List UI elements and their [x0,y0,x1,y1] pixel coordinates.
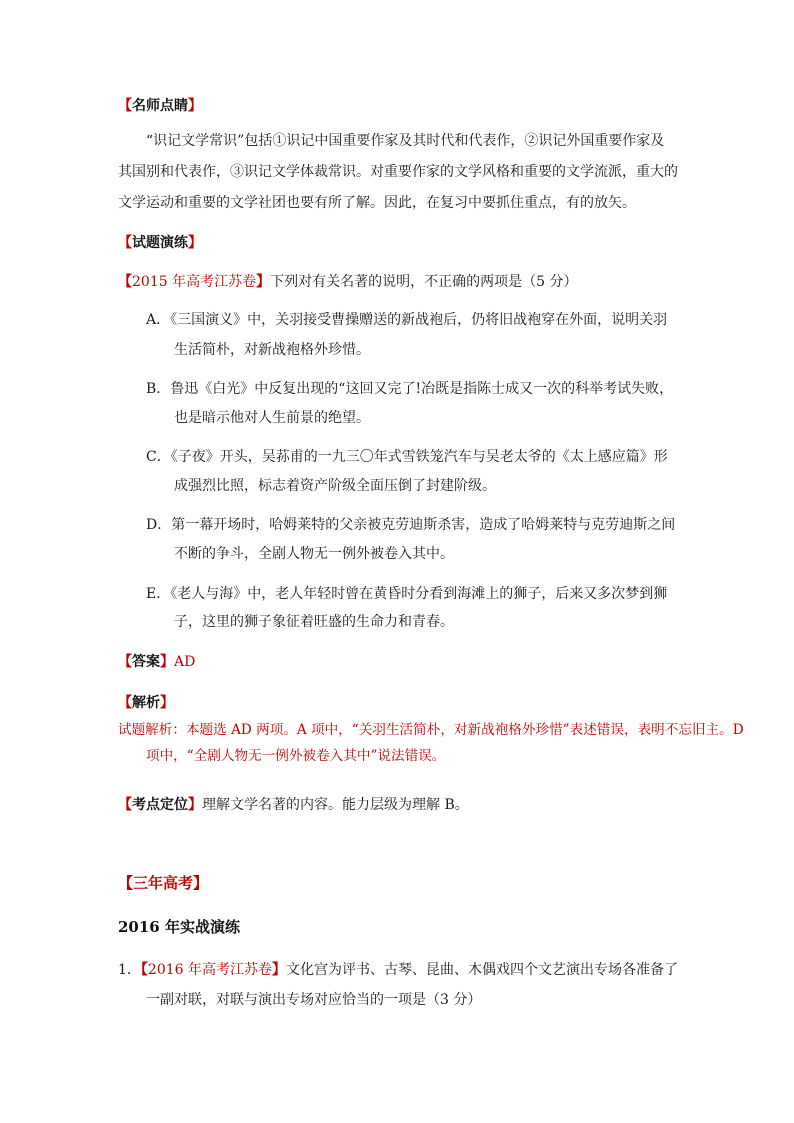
analysis-line-2: 项中，“全剧人物无一例外被卷入其中”说法错误。 [146,748,446,764]
answer-line: 【答案】AD [118,654,196,670]
locate-value: 理解文学名著的内容。能力层级为理解 B。 [202,797,469,813]
practice-source: 2015 年高考江苏卷 [132,274,257,290]
option-c-line-1: C．《子夜》开头，吴荪甫的一九三〇年式雪铁笼汽车与吴老太爷的《太上感应篇》形 [146,449,668,465]
tips-line-2: 其国别和代表作，③识记文学体裁常识。对重要作家的文学风格和重要的文学流派，重大的 [118,164,678,180]
analysis-heading: 【解析】 [118,695,174,711]
tips-line-3: 文学运动和重要的文学社团也要有所了解。因此，在复习中要抓住重点，有的放矢。 [118,195,636,211]
practice-label: 试题演练 [132,235,188,251]
option-b-line-1: B．鲁迅《白光》中反复出现的“这回又完了!冶既是指陈士成又一次的科举考试失败， [146,381,674,397]
q1-line-2: 一副对联，对联与演出专场对应恰当的一项是（3 分） [146,992,482,1008]
practice-question-text: 下列对有关名著的说明，不正确的两项是（5 分） [270,274,578,290]
option-c-line-2: 成强烈比照，标志着资产阶级全面压倒了封建阶级。 [174,478,496,494]
option-d-line-2: 不断的争斗，全剧人物无一例外被卷入其中。 [174,546,454,562]
option-e-line-2: 子，这里的狮子象征着旺盛的生命力和青春。 [174,614,454,630]
q1-text-1: 文化宫为评书、古琴、昆曲、木偶戏四个文艺演出专场各准备了 [286,962,679,978]
option-b-line-2: 也是暗示他对人生前景的绝望。 [174,410,370,426]
answer-label: 答案 [132,654,160,670]
practice-question: 【2015 年高考江苏卷】下列对有关名著的说明，不正确的两项是（5 分） [118,274,578,290]
practice-heading: 【试题演练】 [118,235,202,251]
tips-heading: 【名师点睛】 [118,98,202,114]
three-years-label: 三年高考 [133,874,194,892]
three-years-heading: 【三年高考】 [118,874,209,892]
answer-value: AD [174,654,196,670]
option-a-line-2: 生活简朴，对新战袍格外珍惜。 [174,342,370,358]
option-e-line-1: E．《老人与海》中，老人年轻时曾在黄昏时分看到海滩上的狮子，后来又多次梦到狮 [146,586,668,602]
tips-label: 名师点睛 [132,98,188,114]
analysis-label: 解析 [132,695,160,711]
option-a-line-1: A．《三国演义》中，关羽接受曹操赠送的新战袍后，仍将旧战袍穿在外面，说明关羽 [146,312,668,328]
q1-line-1: 1．【2016 年高考江苏卷】文化宫为评书、古琴、昆曲、木偶戏四个文艺演出专场各准备了 [118,962,679,978]
option-d-line-1: D．第一幕开场时，哈姆莱特的父亲被克劳迪斯杀害，造成了哈姆莱特与克劳迪斯之间 [146,517,676,533]
year-2016-title: 2016 年实战演练 [118,918,240,936]
analysis-line-1: 试题解析：本题选 AD 两项。A 项中，“关羽生活简朴，对新战袍格外珍惜”表述错误，表明不忘旧主。D [118,722,744,738]
tips-line-1: “识记文学常识”包括①识记中国重要作家及其时代和代表作，②识记外国重要作家及 [146,133,665,149]
locate-label: 考点定位 [132,797,188,813]
q1-number: 1． [118,962,141,978]
q1-source: 2016 年高考江苏卷 [147,962,273,978]
locate-line: 【考点定位】理解文学名著的内容。能力层级为理解 B。 [118,797,469,813]
